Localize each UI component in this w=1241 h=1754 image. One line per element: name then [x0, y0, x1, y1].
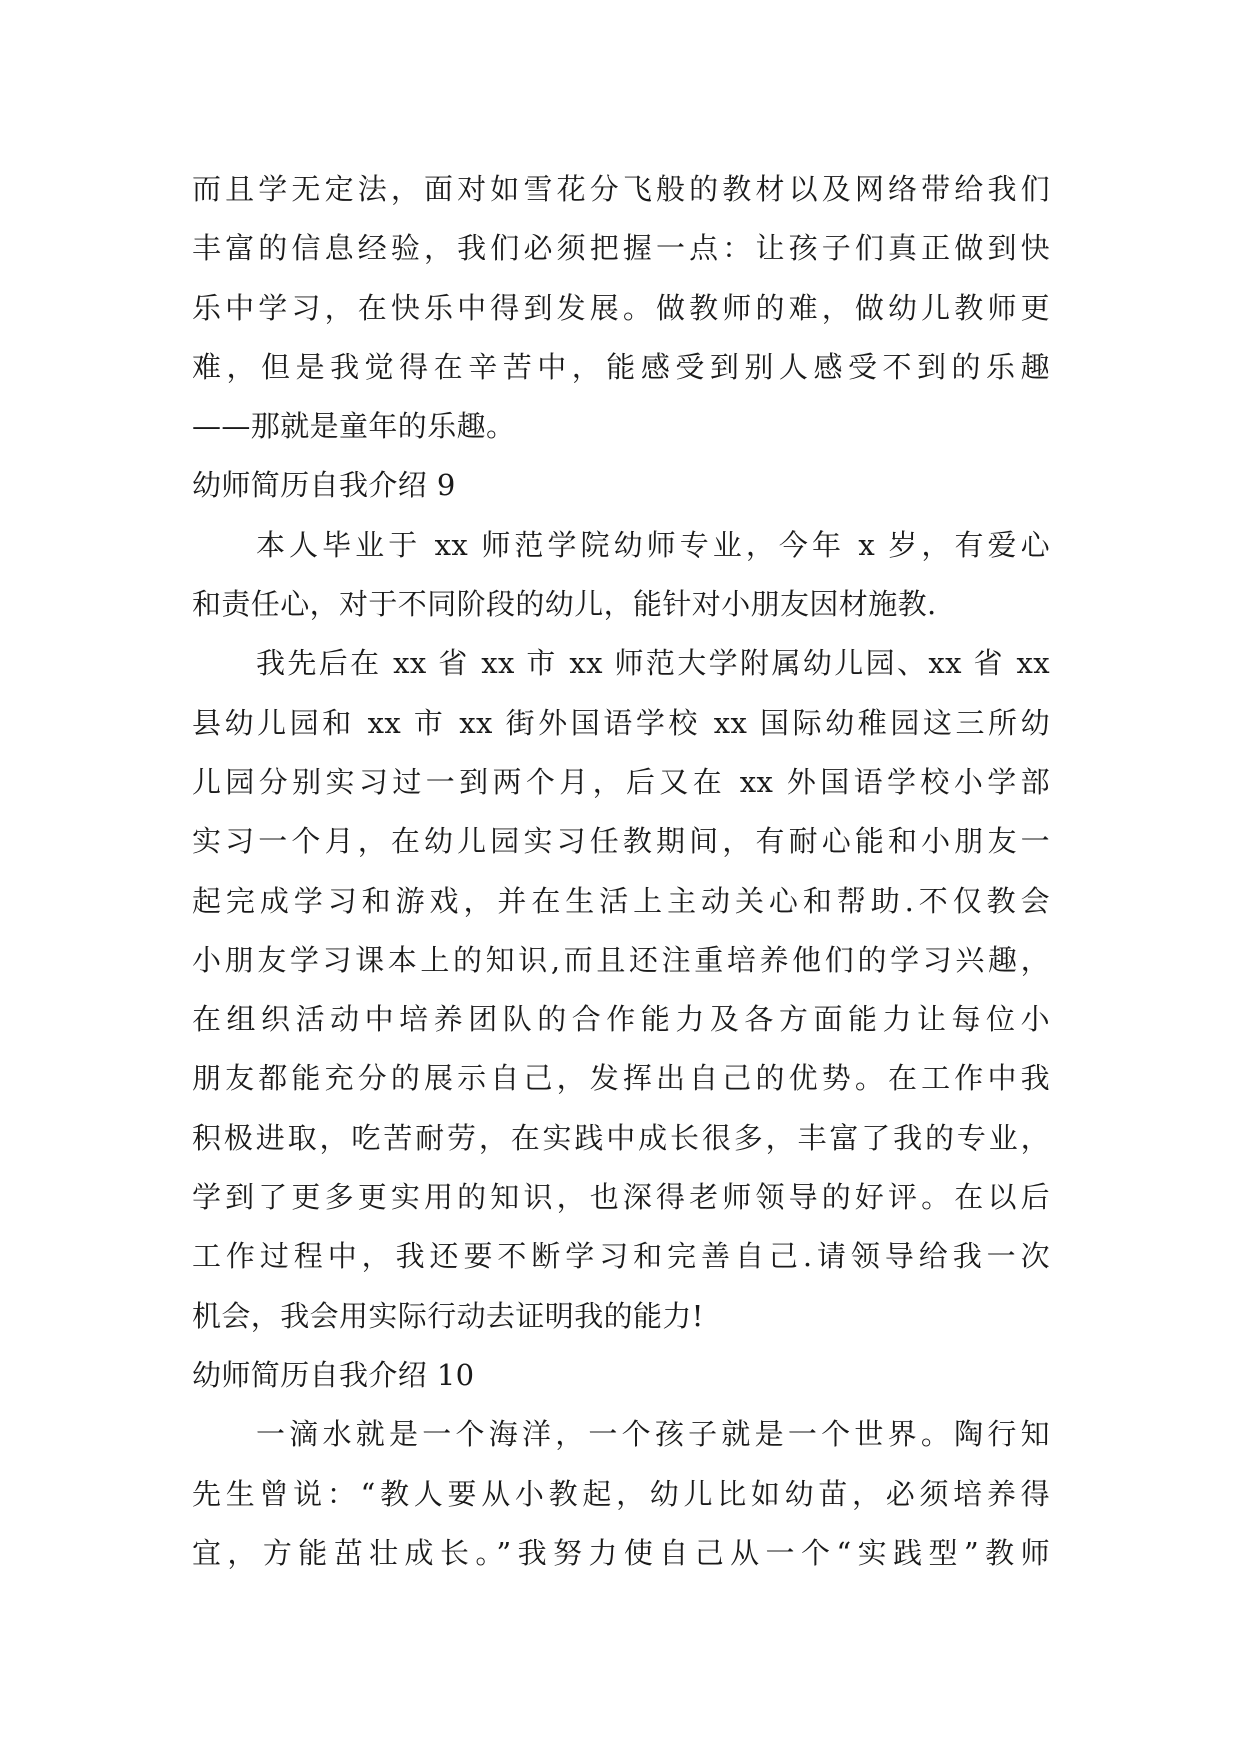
text-line: 县幼儿园和 xx 市 xx 街外国语学校 xx 国际幼稚园这三所幼	[192, 705, 1050, 740]
text-line: 而且学无定法，面对如雪花分飞般的教材以及网络带给我们	[192, 172, 1050, 206]
text-line: 工作过程中，我还要不断学习和完善自己.请领导给我一次	[192, 1239, 1050, 1274]
document-body	[192, 160, 1050, 1583]
text-line: 在组织活动中培养团队的合作能力及各方面能力让每位小	[192, 1002, 1050, 1037]
paragraph-continuation	[192, 160, 1050, 456]
paragraph-philosophy	[192, 1405, 1050, 1583]
section-heading-10: 幼师简历自我介绍 10	[192, 1357, 475, 1392]
text-line: 儿园分别实习过一到两个月，后又在 xx 外国语学校小学部	[192, 764, 1050, 799]
text-line: 和责任心，对于不同阶段的幼儿，能针对小朋友因材施教.	[192, 587, 937, 622]
section-heading-9: 幼师简历自我介绍 9	[192, 468, 456, 503]
text-line: 先生曾说：“教人要从小教起，幼儿比如幼苗，必须培养得	[192, 1476, 1050, 1511]
text-line: 丰富的信息经验，我们必须把握一点：让孩子们真正做到快	[192, 231, 1050, 266]
text-line: 机会，我会用实际行动去证明我的能力!	[192, 1298, 704, 1333]
text-line: 积极进取，吃苦耐劳，在实践中成长很多，丰富了我的专业，	[192, 1120, 1050, 1155]
text-line: 我先后在 xx 省 xx 市 xx 师范大学附属幼儿园、xx 省 xx	[256, 646, 1050, 681]
text-line: 本人毕业于 xx 师范学院幼师专业，今年 x 岁，有爱心	[256, 527, 1050, 562]
text-line: 乐中学习，在快乐中得到发展。做教师的难，做幼儿教师更	[192, 290, 1050, 325]
paragraph-experience	[192, 634, 1050, 1346]
text-line: 宜，方能茁壮成长。”我努力使自己从一个“实践型”教师	[192, 1535, 1050, 1570]
paragraph-intro	[192, 516, 1050, 635]
text-line: 小朋友学习课本上的知识,而且还注重培养他们的学习兴趣，	[192, 942, 1050, 977]
text-line: 起完成学习和游戏，并在生活上主动关心和帮助.不仅教会	[192, 883, 1050, 918]
text-line: 难，但是我觉得在辛苦中，能感受到别人感受不到的乐趣	[192, 349, 1050, 384]
text-line: 朋友都能充分的展示自己，发挥出自己的优势。在工作中我	[192, 1061, 1050, 1096]
text-line: 实习一个月，在幼儿园实习任教期间，有耐心能和小朋友一	[192, 824, 1050, 859]
text-line: 一滴水就是一个海洋，一个孩子就是一个世界。陶行知	[256, 1417, 1050, 1452]
text-line: ——那就是童年的乐趣。	[192, 409, 516, 444]
text-line: 学到了更多更实用的知识，也深得老师领导的好评。在以后	[192, 1180, 1050, 1215]
